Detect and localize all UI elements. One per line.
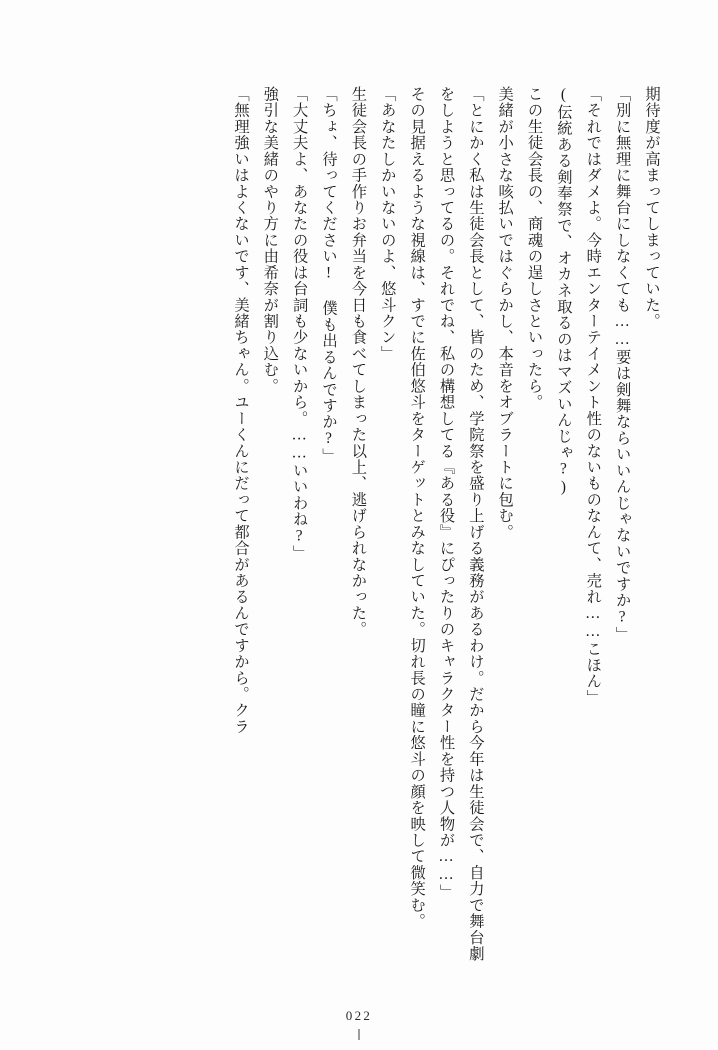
paragraph: その見据えるような視線は、すでに佐伯悠斗をターゲットとみなしていた。切れ長の瞳に悠斗の顔を映して微笑む。: [408, 86, 426, 930]
paragraph: 「ちょ、待ってください! 僕も出るんですか?」: [320, 86, 338, 465]
paragraph: (伝統ある剣奉祭で、オカネ取るのはマズいんじゃ?): [554, 86, 572, 497]
paragraph: 強引な美緒のやり方に由希奈が割り込む。: [261, 86, 279, 395]
paragraph: 期待度が高まってしまっていた。: [643, 86, 660, 330]
paragraph: 「あなたしかいないのよ、悠斗クン」: [378, 86, 396, 362]
page-footer-tick: [359, 1029, 360, 1040]
paragraph: 「別に無理に舞台にしなくても……要は剣舞ならいいんじゃないですか?」: [613, 86, 631, 643]
paragraph: 生徒会長の手作りお弁当を今日も食べてしまった以上、逃げられなかった。: [349, 86, 367, 638]
paragraph: 「それではダメよ。今時エンターテイメント性のないものなんて、売れ……こほん」: [584, 86, 602, 706]
paragraph: 「とにかく私は生徒会長として、皆のため、学院祭を盛り上げる義務があるわけ。だから今年は生徒会で、自力で舞台劇をしようと思ってるの。それでね、私の構想してる『ある役』にぴったりのキャラクター性を持つ人物が……」: [437, 86, 484, 962]
paragraph: 「大丈夫よ、あなたの役は台詞も少ないから。……いいわね?」: [290, 86, 308, 562]
page-number: 022: [345, 1008, 373, 1023]
paragraph: 美緒が小さな咳払いではぐらかし、本音をオブラートに包む。: [496, 86, 514, 541]
page-body-text: [44, 86, 666, 976]
paragraph: 「無理強いはよくないです、美緒ちゃん。ユーくんにだって都合があるんですから。クラ: [231, 86, 249, 735]
paragraph: この生徒会長の、商魂の逞しさといったら。: [525, 86, 543, 411]
